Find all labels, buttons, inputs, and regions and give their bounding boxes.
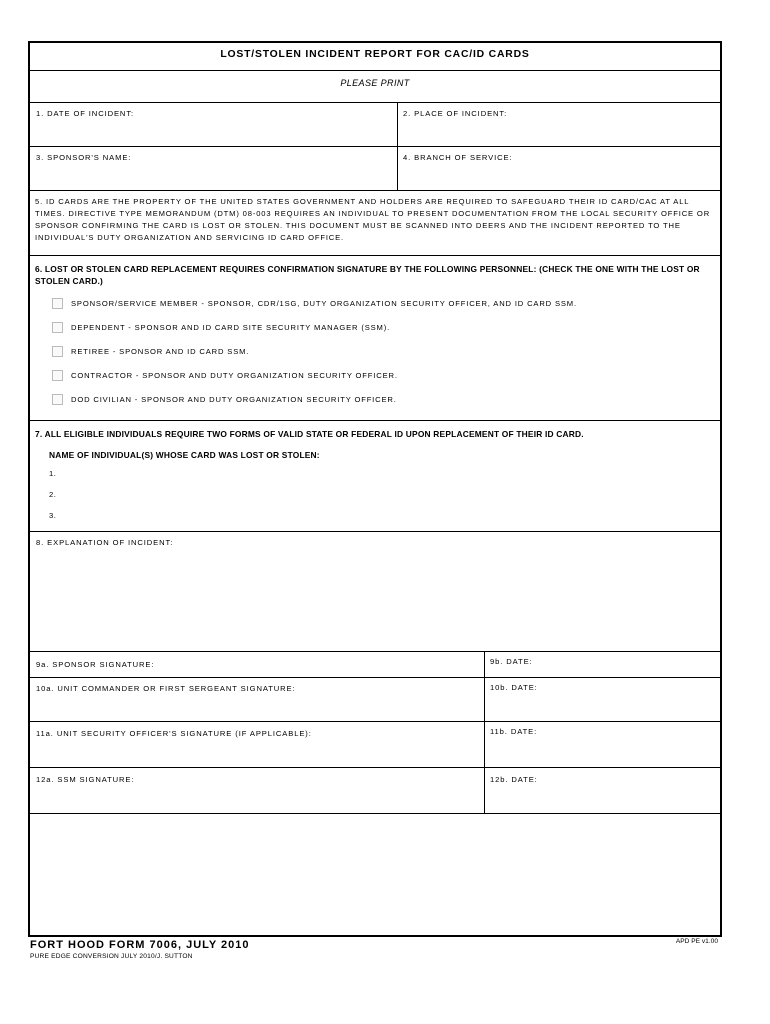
individual-1-field[interactable]: 1. xyxy=(49,469,57,478)
sponsor-signature-row xyxy=(30,652,720,678)
security-officer-signature-date-field[interactable] xyxy=(484,722,720,767)
commander-signature-date-label: 10b. DATE: xyxy=(490,683,538,692)
branch-of-service-label: 4. BRANCH OF SERVICE: xyxy=(403,153,513,162)
individual-3-field[interactable]: 3. xyxy=(49,511,57,520)
commander-signature-date-field[interactable] xyxy=(484,678,720,721)
option-label: DEPENDENT - SPONSOR AND ID CARD SITE SECURITY MANAGER (SSM). xyxy=(71,323,391,332)
explanation-label: 8. EXPLANATION OF INCIDENT: xyxy=(36,538,174,547)
option-label: DOD CIVILIAN - SPONSOR AND DUTY ORGANIZATION SECURITY OFFICER. xyxy=(71,395,397,404)
please-print-row xyxy=(30,71,720,103)
item7-heading: 7. ALL ELIGIBLE INDIVIDUALS REQUIRE TWO FORMS OF VALID STATE OR FEDERAL ID UPON REPLACEMENT OF THEIR ID CARD. xyxy=(35,429,584,439)
sponsor-signature-date-field[interactable] xyxy=(484,652,720,677)
sponsor-signature-field[interactable] xyxy=(30,652,484,677)
explanation-field[interactable] xyxy=(30,532,720,652)
contractor-checkbox[interactable] xyxy=(52,370,63,381)
sponsor-branch-row xyxy=(30,147,720,191)
dod-civilian-checkbox[interactable] xyxy=(52,394,63,405)
place-of-incident-field[interactable] xyxy=(397,103,720,146)
incident-report-form xyxy=(28,41,722,937)
sponsors-name-field[interactable] xyxy=(30,147,397,190)
ssm-signature-date-label: 12b. DATE: xyxy=(490,775,538,784)
item7-row xyxy=(30,421,720,532)
commander-signature-field[interactable] xyxy=(30,678,484,721)
place-of-incident-label: 2. PLACE OF INCIDENT: xyxy=(403,109,508,118)
ssm-signature-date-field[interactable] xyxy=(484,768,720,813)
option-label: RETIREE - SPONSOR AND ID CARD SSM. xyxy=(71,347,250,356)
option-label: CONTRACTOR - SPONSOR AND DUTY ORGANIZATION SECURITY OFFICER. xyxy=(71,371,398,380)
sponsor-signature-label: 9a. SPONSOR SIGNATURE: xyxy=(36,660,155,669)
item6-row xyxy=(30,256,720,421)
individual-2-field[interactable]: 2. xyxy=(49,490,57,499)
retiree-checkbox[interactable] xyxy=(52,346,63,357)
ssm-signature-label: 12a. SSM SIGNATURE: xyxy=(36,775,135,784)
item6-heading: 6. LOST OR STOLEN CARD REPLACEMENT REQUIRES CONFIRMATION SIGNATURE BY THE FOLLOWING PERSONNEL: (CHECK THE ONE WITH THE LOST OR STOLEN CARD.) xyxy=(35,264,700,286)
sponsor-checkbox[interactable] xyxy=(52,298,63,309)
date-of-incident-field[interactable] xyxy=(30,103,397,146)
dependent-checkbox[interactable] xyxy=(52,322,63,333)
security-officer-signature-row xyxy=(30,722,720,768)
please-print-note: PLEASE PRINT xyxy=(340,78,410,88)
branch-of-service-field[interactable] xyxy=(397,147,720,190)
version-label: APD PE v1.00 xyxy=(675,938,718,945)
item5-row xyxy=(30,191,720,256)
item5-text: 5. ID CARDS ARE THE PROPERTY OF THE UNITED STATES GOVERNMENT AND HOLDERS ARE REQUIRED TO SAFEGUARD THEIR ID CARD/CAC AT ALL TIMES. DIRECTIVE TYPE MEMORANDUM (DTM) 08-003 REQUIRES AN INDIVIDUAL TO PRESENT DOCUMENTATION FROM THE LOCAL SECURITY OFFICE OR SPONSOR CONFIRMING THE CARD IS LOST OR STOLEN. THIS DOCUMENT MUST BE SCANNED INTO DEERS AND THE INCIDENT REPORTED TO THE INDIVIDUAL'S DUTY ORGANIZATION AND SERVICING ID CARD OFFICE. xyxy=(35,197,711,242)
ssm-signature-field[interactable] xyxy=(30,768,484,813)
item7-subheading: NAME OF INDIVIDUAL(S) WHOSE CARD WAS LOST OR STOLEN: xyxy=(49,450,320,460)
security-officer-signature-field[interactable] xyxy=(30,722,484,767)
security-officer-signature-label: 11a. UNIT SECURITY OFFICER'S SIGNATURE (IF APPLICABLE): xyxy=(36,729,312,738)
date-of-incident-label: 1. DATE OF INCIDENT: xyxy=(36,109,135,118)
form-title-row xyxy=(30,43,720,71)
conversion-note: PURE EDGE CONVERSION JULY 2010/J. SUTTON xyxy=(30,953,193,960)
sponsors-name-label: 3. SPONSOR'S NAME: xyxy=(36,153,132,162)
commander-signature-label: 10a. UNIT COMMANDER OR FIRST SERGEANT SIGNATURE: xyxy=(36,684,296,693)
ssm-signature-row xyxy=(30,768,720,814)
option-label: SPONSOR/SERVICE MEMBER - SPONSOR, CDR/1SG, DUTY ORGANIZATION SECURITY OFFICER, AND ID CARD SSM. xyxy=(71,299,577,308)
security-officer-signature-date-label: 11b. DATE: xyxy=(490,727,538,736)
commander-signature-row xyxy=(30,678,720,722)
incident-date-place-row xyxy=(30,103,720,147)
sponsor-signature-date-label: 9b. DATE: xyxy=(490,657,533,666)
form-number: FORT HOOD FORM 7006, JULY 2010 xyxy=(30,939,250,951)
form-title: LOST/STOLEN INCIDENT REPORT FOR CAC/ID CARDS xyxy=(220,49,530,60)
